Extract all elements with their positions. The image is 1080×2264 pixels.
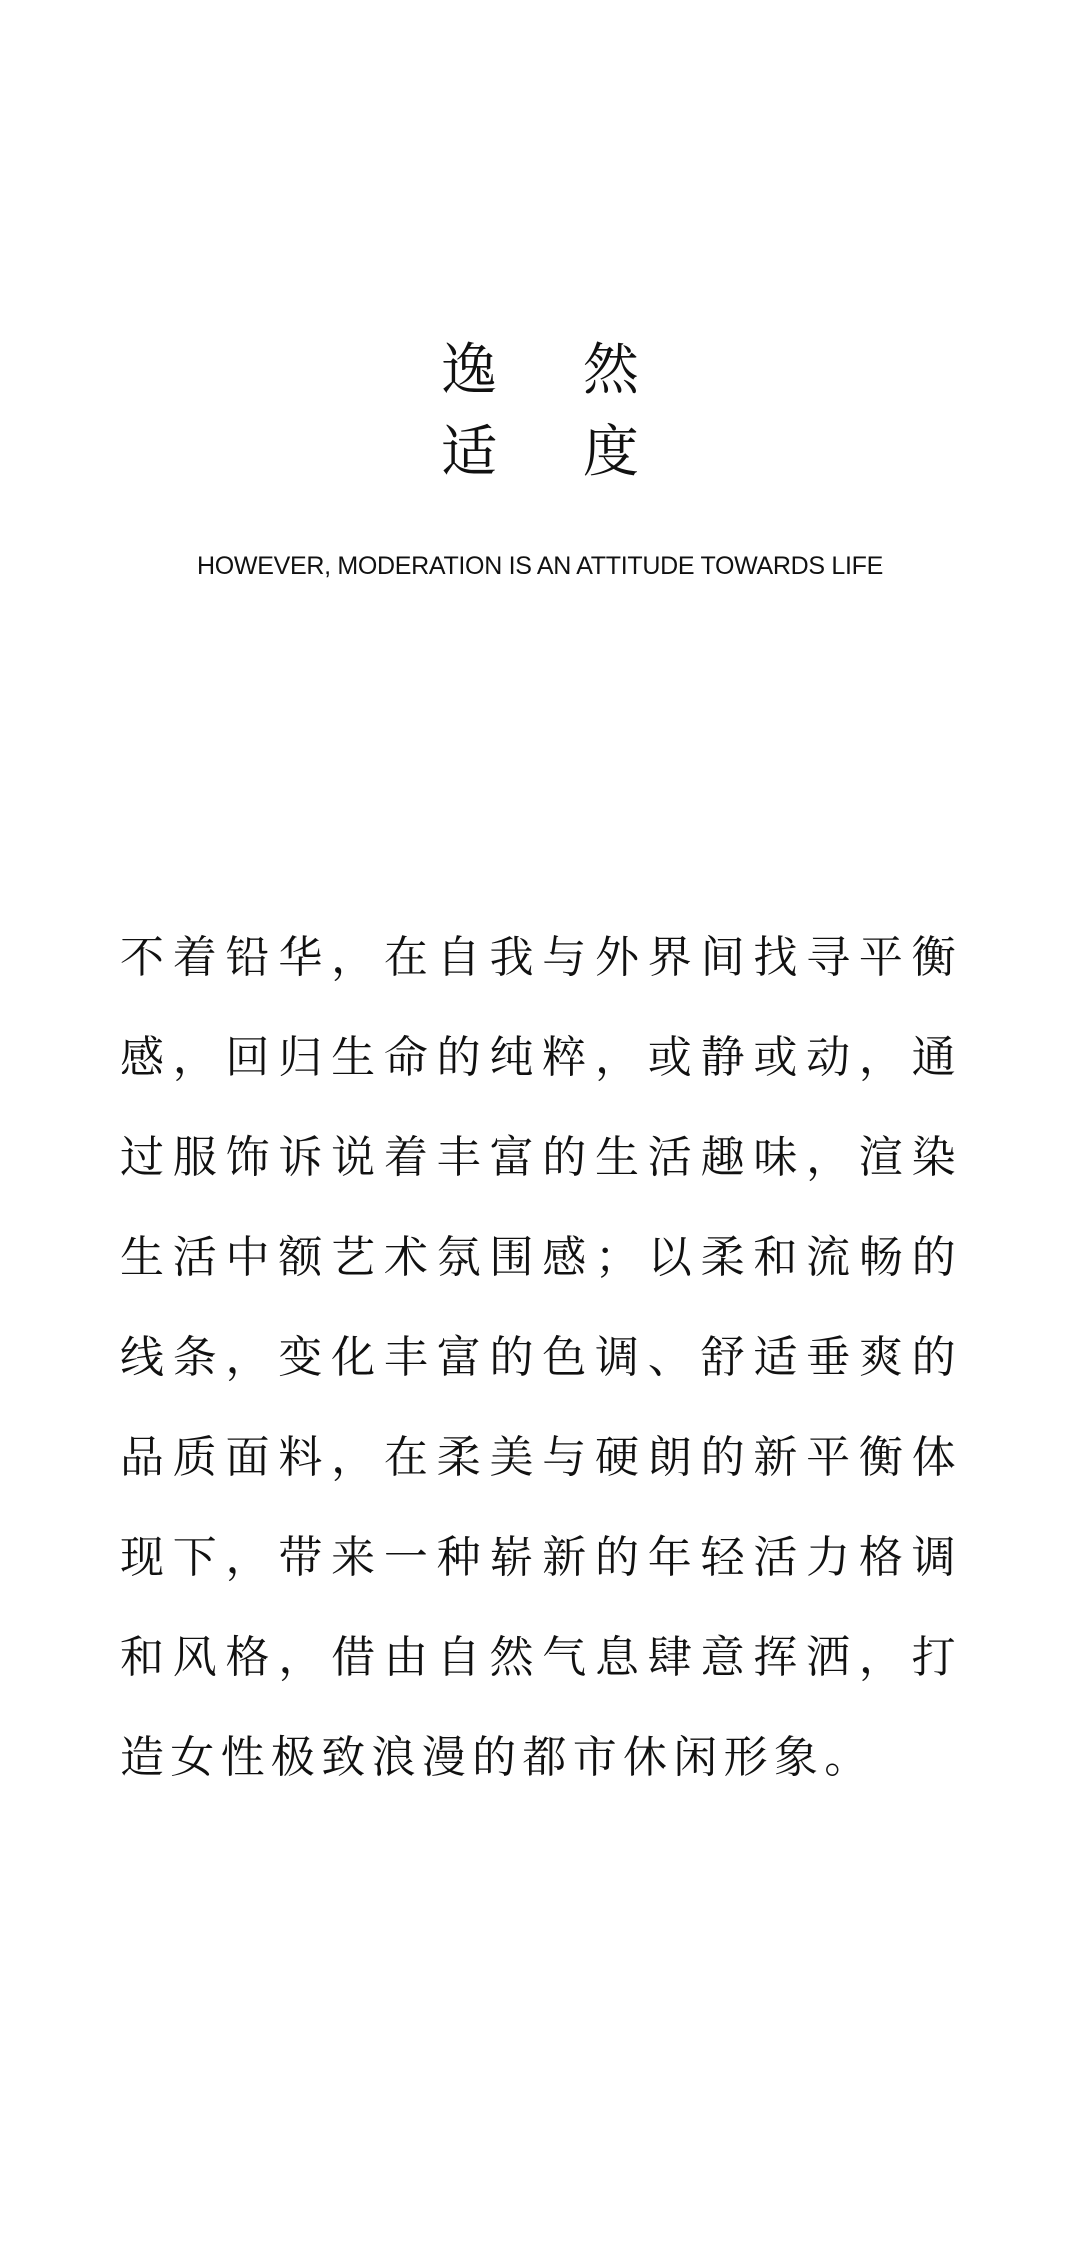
title-block <box>0 330 1080 494</box>
subtitle: HOWEVER, MODERATION IS AN ATTITUDE TOWARDS LIFE <box>197 552 883 580</box>
title-line-2: 适 度 <box>441 420 673 485</box>
body-paragraph: 不着铅华，在自我与外界间找寻平衡感，回归生命的纯粹，或静或动，通过服饰诉说着丰富的生活趣味，渲染生活中额艺术氛围感；以柔和流畅的线条，变化丰富的色调、舒适垂爽的品质面料，在柔美与硬朗的新平衡体现下，带来一种崭新的年轻活力格调和风格，借由自然气息肆意挥洒，打造女性极致浪漫的都市休闲形象。 <box>120 932 962 1783</box>
title-line-1: 逸 然 <box>441 338 673 403</box>
